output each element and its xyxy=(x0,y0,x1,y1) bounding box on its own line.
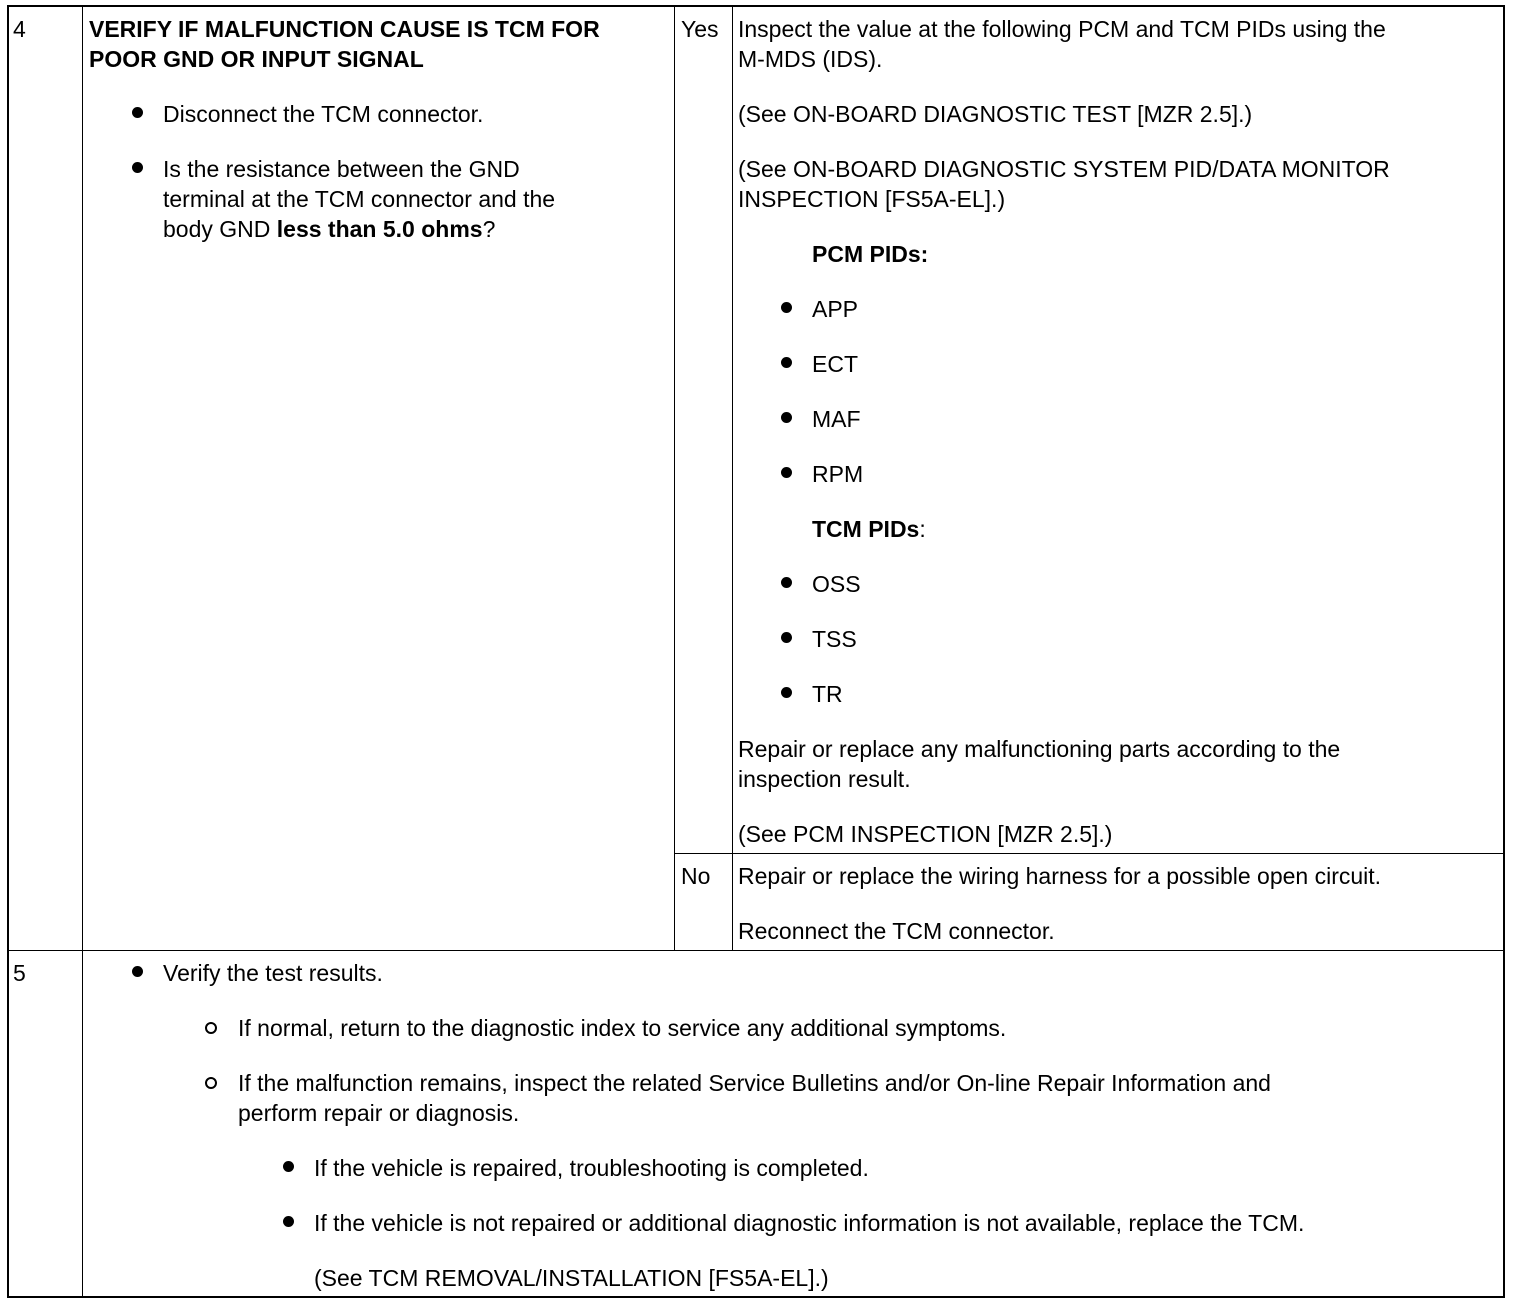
row-divider-yes-no xyxy=(674,853,1504,854)
tcm-pid-item: TR xyxy=(812,681,843,707)
bullet-icon xyxy=(781,632,792,643)
bullet-icon xyxy=(283,1216,294,1227)
bullet-icon xyxy=(132,107,143,118)
bullet-icon xyxy=(781,687,792,698)
tcm-pid-item: TSS xyxy=(812,626,857,652)
pcm-pid-item: RPM xyxy=(812,461,864,487)
action-2-question-mark: ? xyxy=(482,216,496,242)
step-4-title-line1: VERIFY IF MALFUNCTION CAUSE IS TCM FOR xyxy=(89,16,600,42)
step-5-sub-1: If normal, return to the diagnostic index to service any additional symptoms. xyxy=(238,1015,1007,1041)
no-instruction-2: Reconnect the TCM connector. xyxy=(738,918,1055,944)
pcm-pid-item: MAF xyxy=(812,406,861,432)
step-4-action-2-line1: Is the resistance between the GND xyxy=(163,156,520,182)
yes-instruction-line1: Inspect the value at the following PCM and TCM PIDs using the xyxy=(738,16,1386,42)
no-label: No xyxy=(681,863,711,889)
threshold-value: less than 5.0 ohms xyxy=(276,216,483,242)
row-divider-step5 xyxy=(9,950,1504,951)
yes-repair-line2: inspection result. xyxy=(738,766,911,792)
tcm-pids-heading-text: TCM PIDs xyxy=(812,516,920,542)
bullet-icon xyxy=(781,302,792,313)
step-4-action-2-line2: terminal at the TCM connector and the xyxy=(163,186,556,212)
yes-reference-2-line2: INSPECTION [FS5A-EL].) xyxy=(738,186,1006,212)
bullet-icon xyxy=(132,966,143,977)
step-4-action-2-line3 xyxy=(163,214,495,244)
bullet-icon xyxy=(781,412,792,423)
pcm-pid-item: APP xyxy=(812,296,859,322)
col-divider-action xyxy=(674,7,675,950)
col-divider-result xyxy=(732,7,733,950)
bullet-icon xyxy=(132,162,143,173)
yes-reference-3: (See PCM INSPECTION [MZR 2.5].) xyxy=(738,821,1113,847)
tcm-pids-heading-colon: : xyxy=(919,516,926,542)
step-4-action-1: Disconnect the TCM connector. xyxy=(163,101,484,127)
yes-reference-2-line1: (See ON-BOARD DIAGNOSTIC SYSTEM PID/DATA MONITOR xyxy=(738,156,1390,182)
step-4-number: 4 xyxy=(13,16,26,42)
no-instruction-1: Repair or replace the wiring harness for a possible open circuit. xyxy=(738,863,1382,889)
bullet-icon xyxy=(283,1161,294,1172)
bullet-icon xyxy=(781,467,792,478)
yes-instruction-line2: M-MDS (IDS). xyxy=(738,46,883,72)
tcm-pid-item: OSS xyxy=(812,571,861,597)
step-5-bullet-1: Verify the test results. xyxy=(163,960,383,986)
step-5-reference: (See TCM REMOVAL/INSTALLATION [FS5A-EL].) xyxy=(314,1265,829,1291)
step-5-sub-2-line2: perform repair or diagnosis. xyxy=(238,1100,520,1126)
step-4-title-line2: POOR GND OR INPUT SIGNAL xyxy=(89,46,424,72)
yes-label: Yes xyxy=(681,16,719,42)
step-5-number: 5 xyxy=(13,960,26,986)
bullet-icon xyxy=(781,577,792,588)
action-2-text: body GND xyxy=(163,216,277,242)
step-5-sub-2-line1: If the malfunction remains, inspect the related Service Bulletins and/or On-line Repair Information and xyxy=(238,1070,1271,1096)
pcm-pid-item: ECT xyxy=(812,351,858,377)
yes-reference-1: (See ON-BOARD DIAGNOSTIC TEST [MZR 2.5].) xyxy=(738,101,1253,127)
yes-repair-line1: Repair or replace any malfunctioning parts according to the xyxy=(738,736,1341,762)
bullet-icon xyxy=(781,357,792,368)
col-divider-step xyxy=(82,7,83,1296)
pcm-pids-heading: PCM PIDs: xyxy=(812,241,929,267)
sub-bullet-icon xyxy=(205,1022,217,1034)
tcm-pids-heading xyxy=(812,514,926,544)
step-5-subsub-1: If the vehicle is repaired, troubleshooting is completed. xyxy=(314,1155,869,1181)
sub-bullet-icon xyxy=(205,1077,217,1089)
step-5-subsub-2: If the vehicle is not repaired or additional diagnostic information is not available, replace the TCM. xyxy=(314,1210,1305,1236)
